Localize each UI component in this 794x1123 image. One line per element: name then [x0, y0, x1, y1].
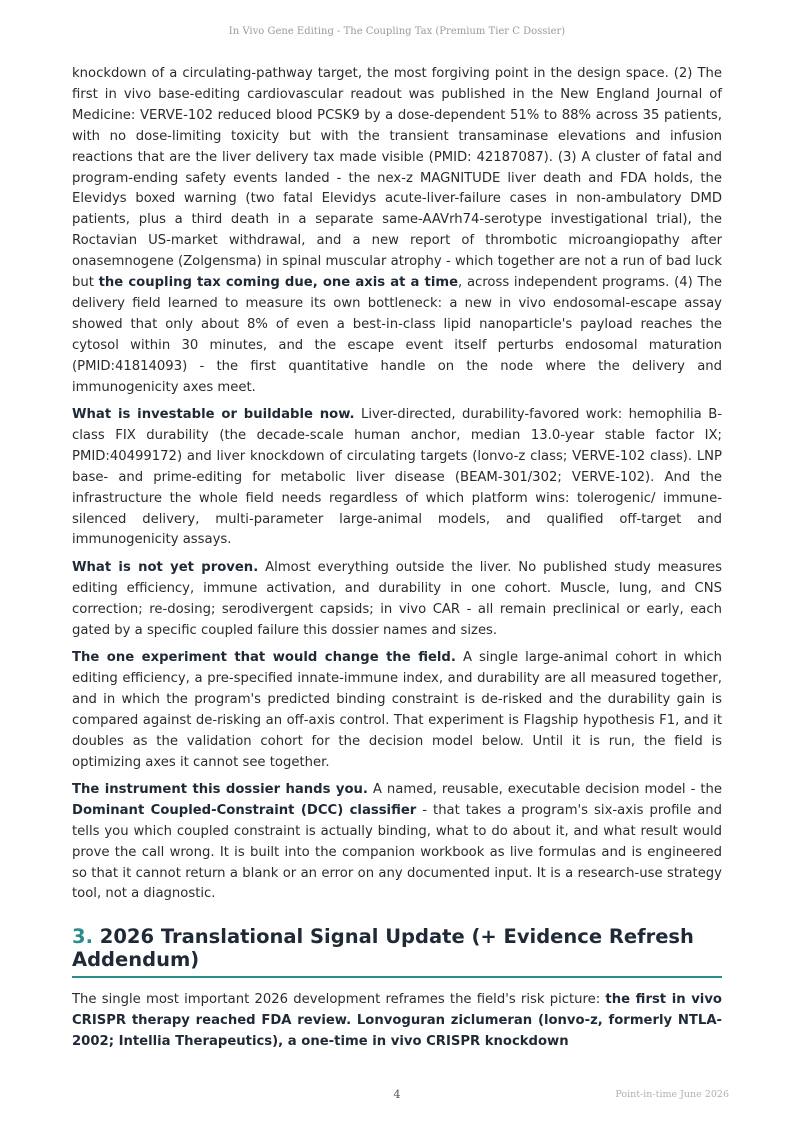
emphasis-dcc-classifier: Dominant Coupled-Constraint (DCC) classifier: [72, 802, 417, 818]
paragraph-lead: What is not yet proven.: [72, 559, 259, 575]
footer-note: Point-in-time June 2026: [615, 1089, 729, 1100]
paragraph-instrument: [72, 780, 722, 905]
paragraph-text: A named, reusable, executable decision model - the: [367, 781, 722, 797]
paragraph-text: - that takes a program's six-axis profile and tells you which coupled constraint is actually binding, what to do about it, and what result would prove the call wrong. It is built into the companion workbook as live formulas and is engineered so that it cannot return a blank or an error on any documented input. It is a research-use strategy tool, not a diagnostic.: [72, 802, 722, 902]
paragraph-lead: The one experiment that would change the field.: [72, 649, 456, 665]
paragraph-one-experiment: [72, 648, 722, 773]
paragraph-signals-continued: [72, 64, 722, 399]
paragraph-lead: The instrument this dossier hands you.: [72, 781, 368, 797]
paragraph-text: knockdown of a circulating-pathway target, the most forgiving point in the design space. (2) The first in vivo base-editing cardiovascular readout was published in the New England Journal of Medicine: VERVE-102 reduced blood PCSK9 by a dose-dependent 51% to 88% across 35 patients, with no dose-limiting toxicity but with the transient transaminase elevations and infusion reactions that are the liver delivery tax made visible (PMID: 42187087). (3) A cluster of fatal and program-ending safety events landed - the nex-z MAGNITUDE liver death and FDA holds, the Elevidys boxed warning (two fatal Elevidys acute-liver-failure cases in non-ambulatory DMD patients, plus a third death in a separate same-AAVrh74-serotype investigational trial), the Roctavian US-market withdrawal, and a new report of thrombotic microangiopathy after onasemnogene (Zolgensma) in spinal muscular atrophy - which together are not a run of bad luck but: [72, 66, 722, 291]
paragraph-text: Almost everything outside the liver. No published study measures editing efficiency, immune activation, and durability in one cohort. Muscle, lung, and CNS correction; re-dosing; serodivergent capsids; in vivo CAR - all remain preclinical or early, each gated by a specific coupled failure this dossier names and sizes.: [72, 559, 722, 638]
paragraph-text: A single large-animal cohort in which editing efficiency, a pre-specified innate-immune index, and durability are all measured together, and in which the program's predicted binding constraint is de-risked and the durability gain is compared against de-risking an off-axis control. That experiment is Flagship hypothesis F1, and it doubles as the validation cohort for the decision model below. Until it is run, the field is optimizing axes it cannot see together.: [72, 649, 722, 770]
paragraph-investable-now: [72, 405, 722, 551]
section-heading-3: [72, 925, 722, 978]
running-header: In Vivo Gene Editing - The Coupling Tax (Premium Tier C Dossier): [228, 26, 566, 37]
emphasis-fda-review: the first in vivo CRISPR therapy reached FDA review. Lonvoguran ziclumeran (lonvo-z, formerly NTLA-2002; Intellia Therapeutics), a one-time in vivo CRISPR knockdown: [72, 992, 722, 1050]
paragraph-text: Liver-directed, durability-favored work: hemophilia B-class FIX durability (the decade-scale human anchor, median 13.0-year stable factor IX; PMID:40499172) and liver knockdown of circulating targets (lonvo-z class; VERVE-102 class). LNP base- and prime-editing for metabolic liver disease (BEAM-301/302; VERVE-102). And the infrastructure the whole field needs regardless of which platform wins: tolerogenic/ immune-silenced delivery, multi-parameter large-animal models, and qualified off-target and immunogenicity assays.: [72, 407, 723, 548]
paragraph-2026-update: [72, 990, 722, 1053]
section-title: 2026 Translational Signal Update (+ Evidence Refresh Addendum): [72, 925, 694, 972]
paragraph-lead: What is investable or buildable now.: [72, 407, 355, 422]
section-number: 3.: [72, 925, 93, 949]
page-body: [72, 64, 722, 1060]
paragraph-text: , across independent programs. (4) The delivery field learned to measure its own bottleneck: a new in vivo endosomal-escape assay showed that only about 8% of even a best-in-class lipid nanoparticle's payload reaches the cytosol within 30 minutes, and the escape event itself perturbs endosomal maturation (PMID:41814093) - the first quantitative handle on the node where the delivery and immunogenicity axes meet.: [72, 275, 722, 395]
paragraph-not-yet-proven: [72, 558, 722, 642]
emphasis-coupling-tax: the coupling tax coming due, one axis at a time: [98, 275, 459, 291]
page-number: 4: [393, 1088, 401, 1101]
paragraph-text: The single most important 2026 development reframes the field's risk picture:: [72, 992, 606, 1008]
